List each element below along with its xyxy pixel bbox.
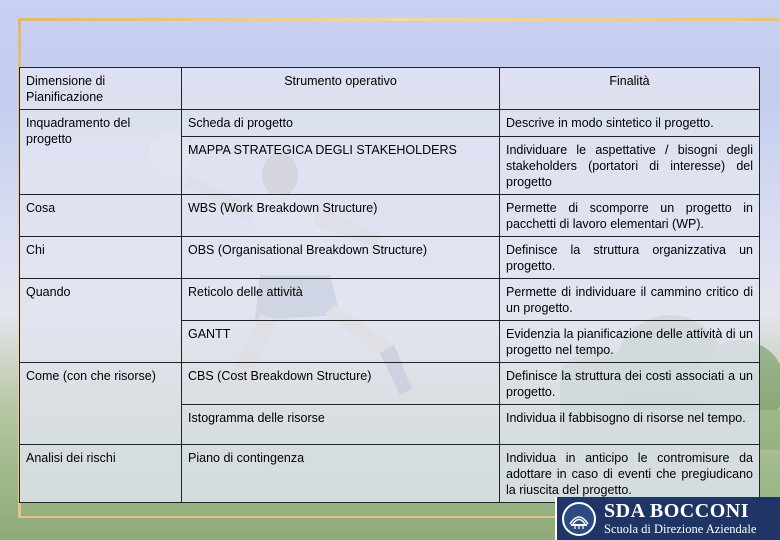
tool-cell: CBS (Cost Breakdown Structure) bbox=[182, 363, 500, 405]
purpose-cell: Individua in anticipo le contromisure da adottare in caso di eventi che pregiudicano la riuscita del progetto. bbox=[500, 445, 760, 503]
decorative-top-line bbox=[18, 18, 780, 21]
purpose-cell: Evidenzia la pianificazione delle attività di un progetto nel tempo. bbox=[500, 321, 760, 363]
tool-cell: MAPPA STRATEGICA DEGLI STAKEHOLDERS bbox=[182, 137, 500, 195]
logo-subtitle: Scuola di Direzione Aziendale bbox=[604, 522, 757, 536]
purpose-cell: Permette di scomporre un progetto in pacchetti di lavoro elementari (WP). bbox=[500, 195, 760, 237]
purpose-cell: Individua il fabbisogno di risorse nel tempo. bbox=[500, 405, 760, 445]
dimension-cell: Inquadramento del progetto bbox=[20, 110, 182, 195]
dimension-cell: Analisi dei rischi bbox=[20, 445, 182, 503]
table-row bbox=[20, 363, 760, 405]
purpose-cell: Definisce la struttura organizzativa un progetto. bbox=[500, 237, 760, 279]
purpose-cell: Permette di individuare il cammino critico di un progetto. bbox=[500, 279, 760, 321]
header-tool: Strumento operativo bbox=[182, 68, 500, 110]
tool-cell: Istogramma delle risorse bbox=[182, 405, 500, 445]
sda-bocconi-logo bbox=[555, 497, 780, 540]
table-row bbox=[20, 445, 760, 503]
tool-cell: GANTT bbox=[182, 321, 500, 363]
header-purpose: Finalità bbox=[500, 68, 760, 110]
purpose-cell: Individuare le aspettative / bisogni degli stakeholders (portatori di interesse) del progetto bbox=[500, 137, 760, 195]
tool-cell: Piano di contingenza bbox=[182, 445, 500, 503]
purpose-cell: Definisce la struttura dei costi associati a un progetto. bbox=[500, 363, 760, 405]
tool-cell: Scheda di progetto bbox=[182, 110, 500, 137]
tool-cell: OBS (Organisational Breakdown Structure) bbox=[182, 237, 500, 279]
planning-table bbox=[19, 67, 760, 503]
bocconi-seal-icon bbox=[562, 502, 596, 536]
header-dimension: Dimensione di Pianificazione bbox=[20, 68, 182, 110]
logo-title: SDA BOCCONI bbox=[604, 500, 749, 522]
table-row bbox=[20, 279, 760, 321]
tool-cell: Reticolo delle attività bbox=[182, 279, 500, 321]
tool-cell: WBS (Work Breakdown Structure) bbox=[182, 195, 500, 237]
dimension-cell: Chi bbox=[20, 237, 182, 279]
dimension-cell: Cosa bbox=[20, 195, 182, 237]
dimension-cell: Quando bbox=[20, 279, 182, 363]
decorative-bottom-line bbox=[18, 516, 578, 518]
table-row bbox=[20, 110, 760, 137]
dimension-cell: Come (con che risorse) bbox=[20, 363, 182, 445]
table-row bbox=[20, 237, 760, 279]
table-header-row bbox=[20, 68, 760, 110]
table-row bbox=[20, 195, 760, 237]
purpose-cell: Descrive in modo sintetico il progetto. bbox=[500, 110, 760, 137]
